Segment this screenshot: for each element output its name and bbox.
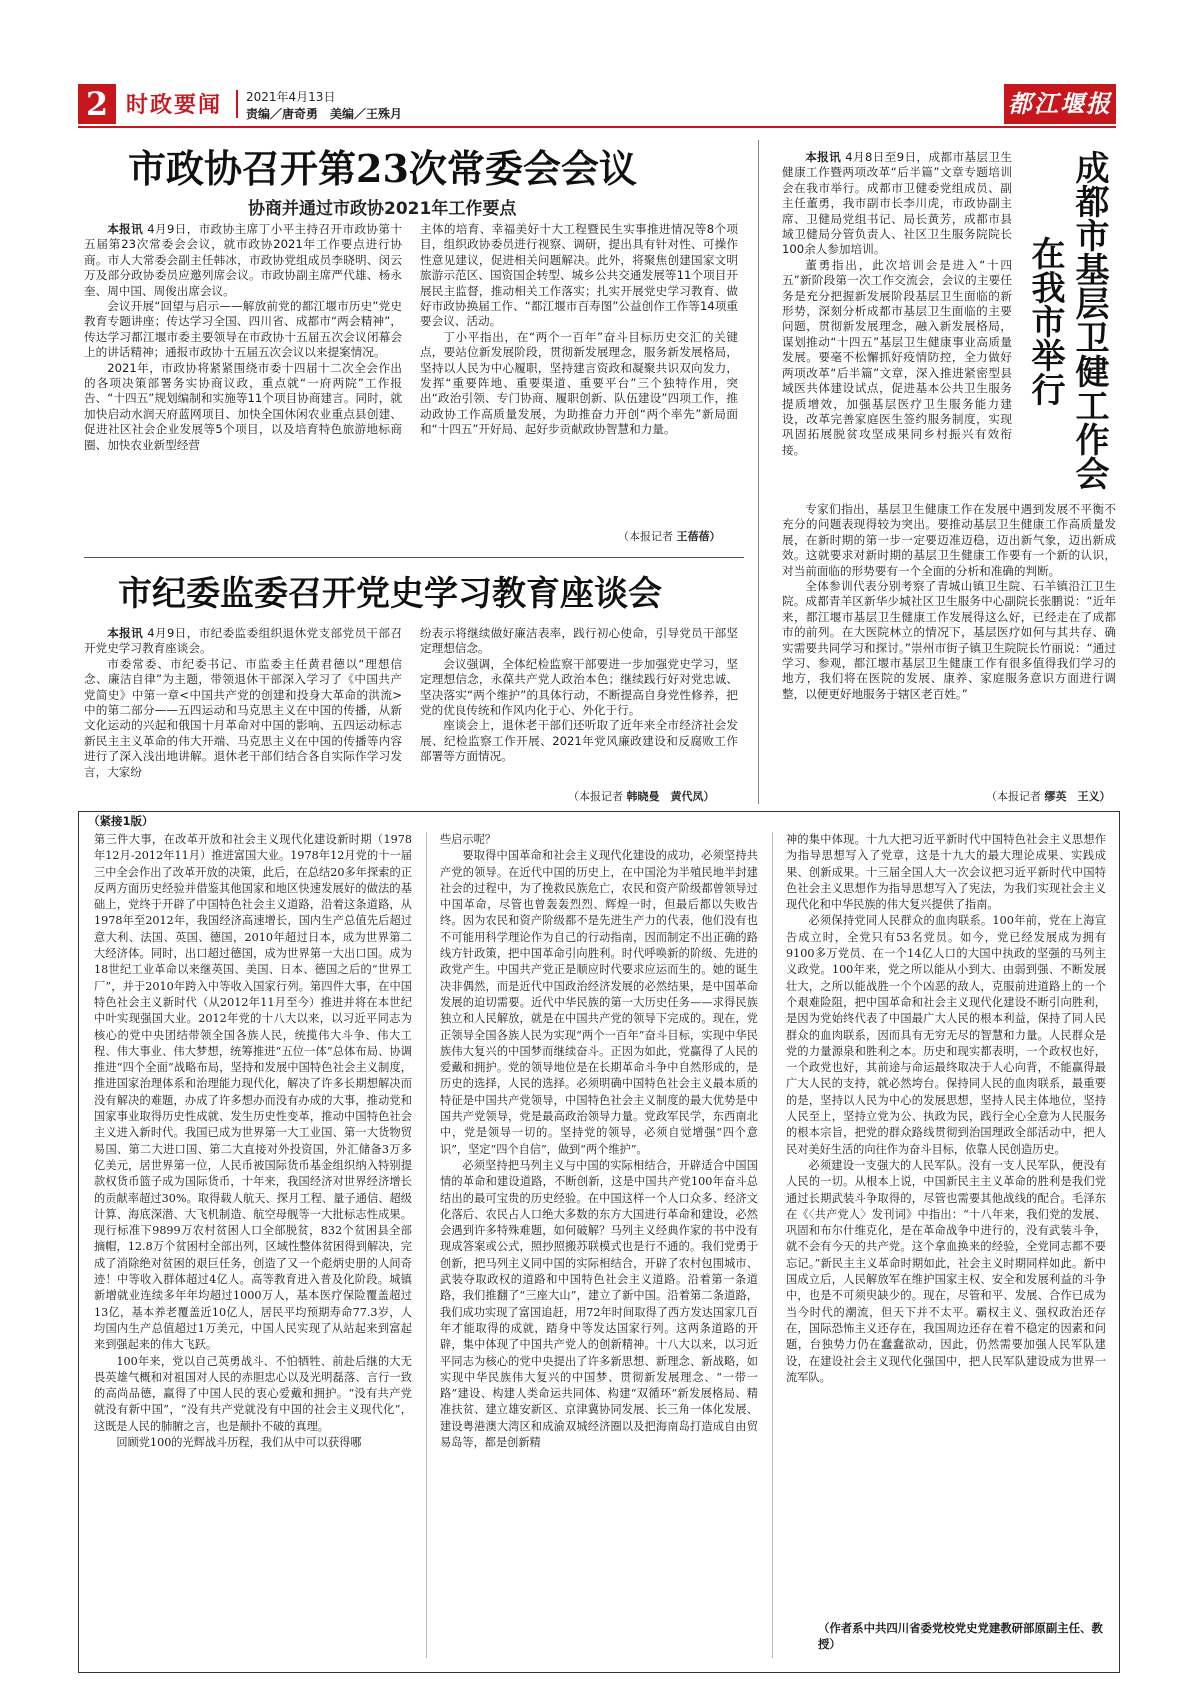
article3-column-lower	[782, 502, 1116, 788]
continued-column-1	[94, 832, 412, 1658]
article3-lead-tag: 本报讯	[805, 150, 842, 164]
column-divider	[772, 832, 773, 1658]
article2-paragraph: 市委常委、市纪委书记、市监委主任黄君德以“理想信念、廉洁自律”为主题，带领退休干部深入学习了《中国共产党简史》中第一章<中国共产党的创建和投身大革命的洪流>中的第二部分——五四运动和马克思主义在中国的传播，从新文化运动的兴起和俄国十月革命对中国的影响、五四运动标志新民主主义革命的伟大开端、马克思主义在中国的传播等内容进行了深入浅出地讲解。退休老干部们结合各自实际作学习发言，大家纷	[84, 656, 402, 779]
article3-paragraph: 董勇指出，此次培训会是进入“十四五”新阶段第一次工作交流会，会议的主要任务是充分把握新发展阶段基层卫生面临的新形势，深刻分析成都市基层卫生面临的主要问题，贯彻新发展理念，融入新发展格局，谋划推动“十四五”基层卫生健康事业高质量发展。要毫不松懈抓好疫情防控，全力做好两项改革“后半篇”文章，深入推进紧密型县域医共体建设试点，促进基本公共卫生服务提质增效，加强基层医疗卫生服务能力建设，改革完善家庭医生签约服务制度，实现巩固拓展脱贫攻坚成果同乡村振兴有效衔接。	[782, 257, 1012, 457]
continued-column-2	[440, 832, 758, 1658]
article2-headline: 市纪委监委召开党史学习教育座谈会	[118, 574, 662, 614]
article1-lead-tag: 本报讯	[107, 222, 144, 236]
column-divider	[758, 140, 759, 804]
article1-column-1	[84, 222, 402, 532]
continued-paragraph: 些启示呢？	[440, 833, 496, 846]
continued-tag: （紧接1版）	[88, 814, 154, 828]
continued-paragraph: 100年来，党以自己英勇战斗、不怕牺牲、前赴后继的大无畏英雄气概和对祖国对人民的赤胆忠心以及光明磊落、言行一致的高尚品德，赢得了中国人民的衷心爱戴和拥护。“没有共产党就没有新中国”，“没有共产党就没有中国的社会主义现代化”，这既是人民的肺腑之言，也是颠扑不破的真理。	[94, 1354, 412, 1433]
continued-paragraph: 回顾党100的光辉战斗历程，我们从中可以获得哪	[116, 1435, 362, 1449]
masthead	[78, 84, 1116, 124]
article1-paragraph: 主体的培育、幸福美好十大工程暨民生实事推进情况等8个项目，组织政协委员进行视察、调研，提出具有针对性、可操作性意见建议，促进相关问题解决。此外，将聚焦创建国家文明旅游示范区、国资国企转型、城乡公共交通发展等11个项目开展民主监督，推动相关工作落实；扎实开展党史学习教育、做好市政协换届工作、“都江堰市百寿图”公益创作工作等14项重要会议、活动。	[420, 222, 738, 329]
byline-name: 韩晓曼 黄代凤）	[626, 790, 715, 803]
article3-column-upper	[782, 150, 1012, 502]
article3-paragraph: 4月8日至9日，成都市基层卫生健康工作暨两项改革“后半篇”文章专题培训会在我市举行。成都市卫健委党组成员、副主任董勇，我市副市长李川虎，市政协副主席、卫健局党组书记、局长黄芳，成都市县域卫健局分管负责人、社区卫生服务院院长100余人参加培训。	[782, 150, 1012, 257]
article1-headline: 市政协召开第23次常委会会议	[128, 146, 637, 191]
continued-paragraph: 要取得中国革命和社会主义现代化建设的成功，必须坚持共产党的领导。在近代中国的历史上，在中国沦为半殖民地半封建社会的过程中，为了挽救民族危亡，农民和资产阶级都曾领导过中国革命，尽管也曾轰轰烈烈、辉煌一时，但最后都以失败告终。因为农民和资产阶级都不是先进生产力的代表，他们没有也不可能用科学理论作为自己的行动指南，因而制定不出正确的路线方针政策，把中国革命引向胜利。时代呼唤新的阶级、先进的政党产生。中国共产党正是顺应时代要求应运而生的。她的诞生决非偶然，而是近代中国政治经济发展的必然结果，是中国革命发展的迫切需要。近代中华民族的第一大历史任务——求得民族独立和人民解放，就是在中国共产党的领导下完成的。现在，党正领导全国各族人民为实现“两个一百年”奋斗目标，实现中华民族伟大复兴的中国梦而继续奋斗。正因为如此，党赢得了人民的爱戴和拥护。党的领导地位是在长期革命斗争中自然形成的，是历史的选择，人民的选择。必须明确中国特色社会主义最本质的特征是中国共产党领导，中国特色社会主义制度的最大优势是中国共产党领导，党是最高政治领导力量。党政军民学，东西南北中，党是领导一切的。坚持党的领导，必须自觉增强“四个意识”，坚定“四个自信”，做到“两个维护”。	[440, 849, 758, 1156]
article-divider	[84, 557, 744, 558]
byline-name: 王蓓蓓）	[676, 530, 721, 543]
column-divider	[426, 832, 427, 1658]
issue-date: 2021年4月13日	[246, 90, 336, 104]
article1-paragraph: 丁小平指出，在“两个一百年”奋斗目标历史交汇的关键点，要站位新发展阶段，贯彻新发展理念，服务新发展格局，坚持以人民为中心履职，坚持建言资政和凝聚共识双向发力，发挥“重要阵地、重要渠道、重要平台”三个独特作用，突出“政治引领、专门协商、履职创新、队伍建设”四项工作，推动政协工作高质量发展，为助推奋力开创“两个率先”新局面和“十四五”开好局、起好步贡献政协智慧和力量。	[420, 329, 738, 437]
continued-paragraph: 必须建设一支强大的人民军队。没有一支人民军队，便没有人民的一切。从根本上说，中国新民主主义革命的胜利是我们党通过长期武装斗争取得的，尽管也需要其他战线的配合。毛泽东在《〈共产党人〉发刊词》中指出：“十八年来，我们党的发展、巩固和布尔什维克化，是在革命战争中进行的，没有武装斗争，就不会有今天的共产党。这个拿血换来的经验，全党同志都不要忘记。”新民主主义革命时期如此，社会主义时期同样如此。新中国成立后，人民解放军在维护国家主权、安全和发展利益的斗争中，也是不可须臾缺少的。现在，尽管和平、发展、合作已成为当今时代的潮流，但天下并不太平。霸权主义、强权政治还存在，国际恐怖主义还存在，我国周边还存在着不稳定的因素和问题，台独势力仍在蠢蠢欲动，因此，仍然需要加强人民军队建设，在建设社会主义现代化强国中，把人民军队建设成为世界一流军队。	[786, 1158, 1106, 1384]
byline-name: 缪英 王义）	[1044, 790, 1111, 803]
article2-paragraph: 会议强调，全体纪检监察干部要进一步加强党史学习，坚定理想信念，永葆共产党人政治本色；继续践行好对党忠诚、坚决落实“两个维护”的具体行动，不断提高自身党性修养，把党的优良传统和作风内化于心、外化于行。	[420, 656, 738, 718]
article3-paragraph: 全体参训代表分别考察了青城山镇卫生院、石羊镇沿江卫生院。成都青羊区新华少城社区卫生服务中心副院长张鹏说：“近年来，都江堰市基层卫生健康工作发展得这么好，已经走在了成都市的前列。在大医院林立的情况下，基层医疗如何与其共存、确实需要共同学习和探讨。”崇州市街子镇卫生院院长竹丽说：“通过学习、参观，都江堰市基层卫生健康工作有很多值得我们学习的地方，我们将在医院的发展、康养、家庭服务意识方面进行调整，以便更好地服务于辖区老百姓。”	[782, 579, 1116, 701]
article1-paragraph: 4月9日，市政协主席丁小平主持召开市政协第十五届第23次常委会会议，就市政协2021年工作要点进行协商。市人大常委会副主任韩冰，市政协党组成员李晓明、闵云万及部分政协委员应邀列席会议。市政协副主席严代雄、杨永奎、周中国、周俊出席会议。	[84, 222, 402, 298]
continued-paragraph: 神的集中体现。十九大把习近平新时代中国特色社会主义思想作为指导思想写入了党章，这是十九大的最大理论成果、实践成果、创新成果。十三届全国人大一次会议把习近平新时代中国特色社会主义思想作为指导思想写入了宪法，为我们实现社会主义现代化和中华民族的伟大复兴提供了指南。	[786, 833, 1106, 912]
article2-byline	[568, 788, 715, 804]
continued-column-3	[786, 832, 1106, 1616]
article2-column-1	[84, 626, 402, 806]
article1-column-2	[420, 222, 738, 522]
byline-label: （本报记者	[618, 530, 673, 543]
author-note: （作者系中共四川省委党校党史党建教研部原副主任、教授）	[818, 1621, 1103, 1651]
continued-paragraph: 必须保持党同人民群众的血肉联系。100年前，党在上海宣告成立时，全党只有53名党员。如今，党已经发展成为拥有9100多万党员、在一个14亿人口的大国中执政的坚强的马列主义政党。100年来，党之所以能从小到大、由弱到强、不断发展壮大，之所以能战胜一个个凶恶的敌人，克服前进道路上的一个个艰难险阻，把中国革命和社会主义现代化建设不断引向胜利，是因为党始终代表了中国最广大人民的根本利益，保持了同人民群众的血肉联系，因而具有无穷无尽的智慧和力量。人民群众是党的力量源泉和胜利之本。历史和现实都表明，一个政权也好，一个政党也好，其前途与命运最终取决于人心向背，不能赢得最广大人民的支持，就必然垮台。保持同人民的血肉联系，最重要的是，坚持以人民为中心的发展思想，坚持人民主体地位，坚持人民至上，坚持立党为公、执政为民，践行全心全意为人民服务的根本宗旨，把党的群众路线贯彻到治国理政全部活动中，把人民对美好生活的向往作为奋斗目标，依靠人民创造历史。	[786, 914, 1106, 1156]
masthead-divider	[236, 90, 238, 118]
newspaper-logo: 都江堰报	[1004, 84, 1116, 124]
masthead-rule	[78, 126, 1116, 128]
article2-column-2	[420, 626, 738, 772]
article1-paragraph: 2021年，市政协将紧紧围绕市委十四届十二次全会作出的各项决策部署务实协商议政，重点就“一府两院”工作报告、“十四五”规划编制和实施等11个项目协商建言。同时，就加快启动水润天府蓝网项目、加快全国休闲农业重点县创建、促进社区社会企业发展等5个项目，以及培育特色旅游地标商圈、加快农业新型经营	[84, 360, 402, 452]
article2-lead-tag: 本报讯	[107, 626, 144, 640]
article1-paragraph: 会议开展“回望与启示——解放前党的都江堰市历史”党史教育专题讲座；传达学习全国、四川省、成都市“两会精神”，传达学习都江堰市委主要领导在市政协十五届五次会议闭幕会上的讲话精神；通报市政协十五届五次会议以来提案情况。	[84, 299, 402, 360]
article3-headline-line-2: 在我市举行	[1025, 236, 1065, 406]
article2-paragraph: 4月9日，市纪委监委组织退休党支部党员干部召开党史学习教育座谈会。	[84, 626, 402, 656]
continued-paragraph: 第三件大事，在改革开放和社会主义现代化建设新时期（1978年12月-2012年11月）推进富国大业。1978年12月党的十一届三中全会作出了改革开放的决策，此后，在总结20多年探索的正反两方面历史经验并借鉴其他国家和地区快速发展好的做法的基础上，党终于开辟了中国特色社会主义道路，沿着这条道路，从1978年至2012年，我国经济高速增长，国内生产总值先后超过意大利、法国、英国、德国，2010年超过日本，成为世界第二大经济体。同时，出口超过德国，成为世界第一大出口国。成为18世纪工业革命以来继英国、美国、日本、德国之后的“世界工厂”，并于2010年跨入中等收入国家行列。第四件大事，在中国特色社会主义新时代（从2012年11月至今）推进并将在本世纪中叶实现强国大业。2012年党的十八大以来，以习近平同志为核心的党中央团结带领全国各族人民，统揽伟大斗争、伟大工程、伟大事业、伟大梦想，统筹推进“五位一体”总体布局、协调推进“四个全面”战略布局，坚持和发展中国特色社会主义制度，推进国家治理体系和治理能力现代化，解决了许多长期想解决而没有解决的难题，办成了许多想办而没有办成的大事，推动党和国家事业取得历史性成就、发生历史性变革，推动中国特色社会主义进入新时代。我国已成为世界第一大工业国、第一大货物贸易国、第二大进口国、第二大直接对外投资国，外汇储备3万多亿美元，居世界第一位，人民币被国际货币基金组织纳入特别提款权货币篮子成为国际货币，十年来，我国经济对世界经济增长的贡献率超过30%。取得载人航天、探月工程、量子通信、超级计算、海底深潜、大飞机制造、航空母舰等一大批标志性成果。现行标准下9899万农村贫困人口全部脱贫，832个贫困县全部摘帽，12.8万个贫困村全部出列，区域性整体贫困得到解决，完成了消除绝对贫困的艰巨任务，创造了又一个彪炳史册的人间奇迹！中等收入群体超过4亿人。高等教育进入普及化阶段。城镇新增就业连续多年年均超过1000万人，基本医疗保险覆盖超过13亿，基本养老覆盖近10亿人，居民平均预期寿命77.3岁，人均国内生产总值超过1万美元，中国人民实现了从站起来到富起来到强起来的伟大飞跃。	[94, 833, 412, 1352]
byline-label: （本报记者	[986, 790, 1041, 803]
page-number: 2	[78, 84, 116, 124]
editors-credit: 责编／唐奇勇 美编／王殊月	[246, 107, 403, 121]
article2-paragraph: 座谈会上，退休老干部们还听取了近年来全市经济社会发展、纪检监察工作开展、2021年党风廉政建设和反腐败工作部署等方面情况。	[420, 718, 738, 764]
continued-paragraph: 必须坚持把马列主义与中国的实际相结合，开辟适合中国国情的革命和建设道路，不断创新，这是中国共产党100年奋斗总结出的最可宝贵的历史经验。在中国这样一个人口众多、经济文化落后、农民占人口绝大多数的东方大国进行革命和建设，必然会遇到许多特殊难题，如何破解？马列主义经典作家的书中没有现成答案或公式，照抄照搬苏联模式也是行不通的。我们党勇于创新，把马列主义同中国的实际相结合，开辟了农村包围城市、武装夺取政权的道路和中国特色社会主义道路。沿着第一条道路，我们推翻了“三座大山”，建立了新中国。沿着第二条道路，我们成功实现了富国追赶，用72年时间取得了西方发达国家几百年才能取得的成就，踏身中等发达国家行列。这两条道路的开辟，集中体现了中国共产党人的创新精神。十八大以来，以习近平同志为核心的党中央提出了许多新思想、新理念、新战略，如实现中华民族伟大复兴的中国梦、贯彻新发展理念、“一带一路”建设、构建人类命运共同体、构建“双循环”新发展格局、精准扶贫、建立雄安新区、京津冀协同发展、长三角一体化发展、建设粤港澳大湾区和成渝双城经济圈以及把海南岛打造成自由贸易岛等，都是创新精	[440, 1158, 758, 1449]
byline-label: （本报记者	[568, 790, 623, 803]
article1-byline	[618, 528, 721, 544]
article3-byline	[986, 788, 1111, 804]
article1-subhead: 协商并通过市政协2021年工作要点	[248, 199, 517, 219]
article3-headline-line-1: 成都市基层卫健工作会	[1069, 150, 1109, 490]
section-name: 时政要闻	[126, 93, 223, 118]
article2-paragraph: 纷表示将继续做好廉洁表率，践行初心使命，引导党员干部坚定理想信念。	[420, 626, 738, 656]
article3-paragraph: 专家们指出，基层卫生健康工作在发展中遇到发展不平衡不充分的问题表现得较为突出。要推动基层卫生健康工作高质量发展，在新时期的第一步一定要迈准迈稳，迈出新气象，迈出新成效。这就要求对新时期的基层卫生健康工作要有一个新的认识，对当前面临的形势要有一个全面的分析和准确的判断。	[782, 502, 1116, 578]
